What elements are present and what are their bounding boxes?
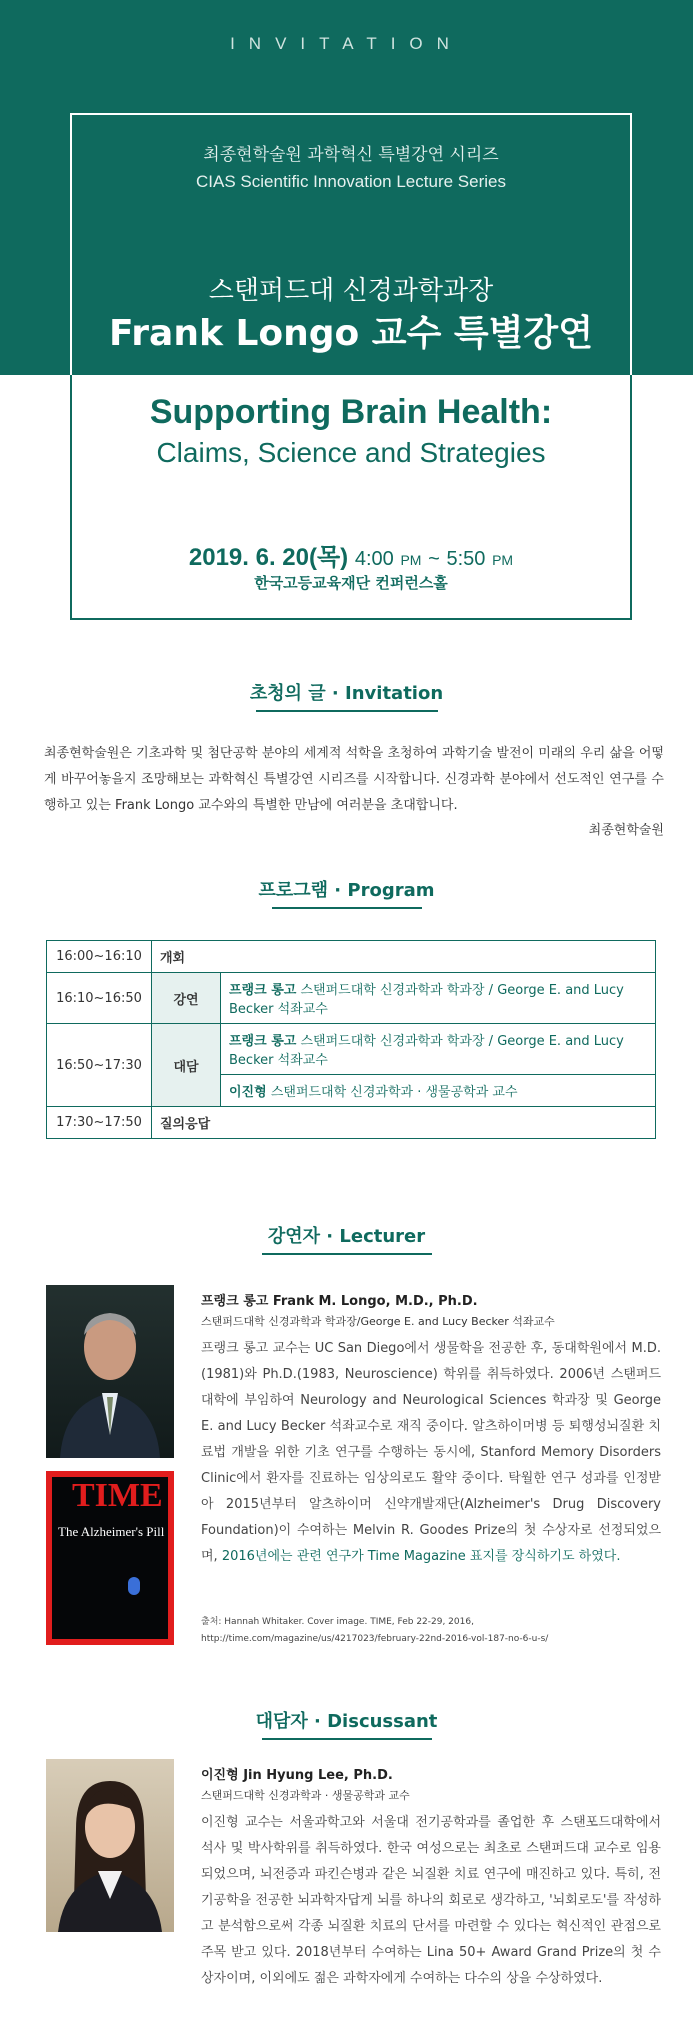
lecturer-bio-text: 프랭크 롱고 교수는 UC San Diego에서 생물학을 전공한 후, 동대학원에서 M.D.(1981)와 Ph.D.(1983, Neuroscience) 학위를 취득하였다. 2006년 스탠퍼드대학에 부임하여 Neurology and Neurological Sciences 학과장 및 George E. and Lucy Becker 석좌교수로 재직 중이다. 알츠하이머병 등 퇴행성뇌질환 치료법 개발을 위한 기초 연구를 수행하는 동시에, Stanford Memory Disorders Clinic에서 환자를 진료하는 임상의로도 활약 중이다. 탁월한 연구 성과를 인정받아 2015년부터 알츠하이머 신약개발재단(Alzheimer's Drug Discovery Foundation)이 수여하는 Melvin R. Goodes Prize의 첫 수상자로 선정되었으며, — [201, 1341, 661, 1564]
program-speaker — [221, 1075, 656, 1107]
image-credit — [201, 1614, 661, 1648]
speaker-description: 스탠퍼드대학 신경과학과 학과장 / George E. and Lucy Becker 석좌교수 — [229, 983, 624, 1017]
discussant-photo — [46, 1759, 174, 1932]
discussant-name: 이진형 Jin Hyung Lee, Ph.D. — [201, 1768, 393, 1783]
talk-subtitle: Claims, Science and Strategies — [156, 437, 546, 468]
section-rule — [262, 1253, 432, 1255]
invitation-signature: 최종현학술원 — [588, 823, 664, 838]
tilde: ~ — [428, 548, 440, 570]
discussant-affiliation: 스탠퍼드대학 신경과학과 · 생물공학과 교수 — [201, 1789, 410, 1802]
time-logo: TIME — [72, 1477, 163, 1514]
pill-icon — [128, 1577, 140, 1595]
time-cover-inner — [52, 1477, 168, 1639]
time-cover-image — [46, 1471, 174, 1645]
section-rule — [262, 1738, 432, 1740]
program-time: 16:50~17:30 — [47, 1024, 152, 1107]
lecturer-affiliation: 스탠퍼드대학 신경과학과 학과장/George E. and Lucy Becker 석좌교수 — [201, 1315, 555, 1328]
lecturer-heading: 강연자 · Lecturer — [267, 1226, 426, 1247]
invitation-heading: 초청의 글 · Invitation — [249, 683, 444, 704]
discussant-heading: 대담자 · Discussant — [255, 1711, 438, 1732]
invitation-label: INVITATION — [230, 34, 463, 53]
table-row — [47, 973, 656, 1024]
pm-label: PM — [400, 552, 422, 568]
series-english: CIAS Scientific Innovation Lecture Series — [196, 172, 506, 191]
program-speaker — [221, 973, 656, 1024]
event-date: 2019. 6. 20(목) — [188, 544, 349, 571]
speaker-department: 스탠퍼드대 신경과학과장 — [208, 276, 494, 306]
table-row — [47, 941, 656, 973]
talk-title: Supporting Brain Health: — [149, 393, 553, 431]
lecture-title: Frank Longo 교수 특별강연 — [109, 313, 593, 354]
discussant-bio: 이진형 교수는 서울과학고와 서울대 전기공학과를 졸업한 후 스탠포드대학에서 석사 및 박사학위를 취득하였다. 한국 여성으로는 최초로 스탠퍼드대 교수로 임용되었으며, 뇌전증과 파킨슨병과 같은 뇌질환 치료 연구에 매진하고 있다. 특히, 전기공학을 전공한 뇌과학자답게 뇌를 하나의 회로로 생각하고, '뇌회로도'를 작성하고 분석함으로써 각종 뇌질환 치료의 단서를 마련할 수 있다는 혁신적인 관점으로 주목 받고 있다. 2018년부터 수여하는 Lina 50+ Award Grand Prize의 첫 수상자이며, 이외에도 젊은 과학자에게 수여하는 다수의 상을 수상하였다. — [201, 1815, 661, 1986]
program-category: 강연 — [152, 973, 221, 1024]
lecturer-bio — [201, 1336, 661, 1570]
program-category: 대담 — [152, 1024, 221, 1107]
speaker-description: 스탠퍼드대학 신경과학과 학과장 / George E. and Lucy Becker 석좌교수 — [229, 1034, 624, 1068]
time-cover-headline: The Alzheimer's Pill — [58, 1524, 165, 1539]
program-table — [46, 940, 656, 1139]
invitation-text: 최종현학술원은 기초과학 및 첨단공학 분야의 세계적 석학을 초청하여 과학기술 발전이 미래의 우리 삶을 어떻게 바꾸어놓을지 조망해보는 과학혁신 특별강연 시리즈를 시작합니다. 신경과학 분야에서 선도적인 연구를 수행하고 있는 Frank Longo 교수와의 특별한 만남에 여러분을 초대합니다. — [44, 746, 664, 813]
program-item: 개회 — [152, 941, 656, 973]
program-item: 질의응답 — [152, 1107, 656, 1139]
speaker-name: 프랭크 롱고 — [229, 983, 297, 998]
lecturer-photo — [46, 1285, 174, 1458]
section-rule — [272, 907, 422, 909]
speaker-description: 스탠퍼드대학 신경과학과 · 생물공학과 교수 — [270, 1085, 518, 1100]
start-time: 4:00 — [354, 548, 394, 570]
credit-line: 출처: Hannah Whitaker. Cover image. TIME, Feb 22-29, 2016, — [201, 1617, 474, 1627]
lecturer-portrait-icon — [46, 1285, 174, 1458]
lecturer-bio-highlight: 2016년에는 관련 연구가 Time Magazine 표지를 장식하기도 하였다. — [221, 1549, 621, 1564]
series-korean: 최종현학술원 과학혁신 특별강연 시리즈 — [203, 145, 499, 165]
venue: 한국고등교육재단 컨퍼런스홀 — [254, 574, 448, 592]
credit-url: http://time.com/magazine/us/4217023/february-22nd-2016-vol-187-no-6-u-s/ — [201, 1634, 549, 1644]
end-time: 5:50 — [446, 548, 486, 570]
program-time: 16:10~16:50 — [47, 973, 152, 1024]
table-row — [47, 1024, 656, 1075]
event-date-time — [70, 537, 632, 572]
program-time: 16:00~16:10 — [47, 941, 152, 973]
program-time: 17:30~17:50 — [47, 1107, 152, 1139]
lecturer-name: 프랭크 롱고 Frank M. Longo, M.D., Ph.D. — [201, 1294, 478, 1309]
discussant-portrait-icon — [46, 1759, 174, 1932]
table-row — [47, 1107, 656, 1139]
program-speaker — [221, 1024, 656, 1075]
section-rule — [256, 710, 438, 712]
speaker-name: 이진형 — [229, 1085, 267, 1100]
pm-label: PM — [492, 552, 514, 568]
program-heading: 프로그램 · Program — [258, 880, 435, 901]
speaker-name: 프랭크 롱고 — [229, 1034, 297, 1049]
